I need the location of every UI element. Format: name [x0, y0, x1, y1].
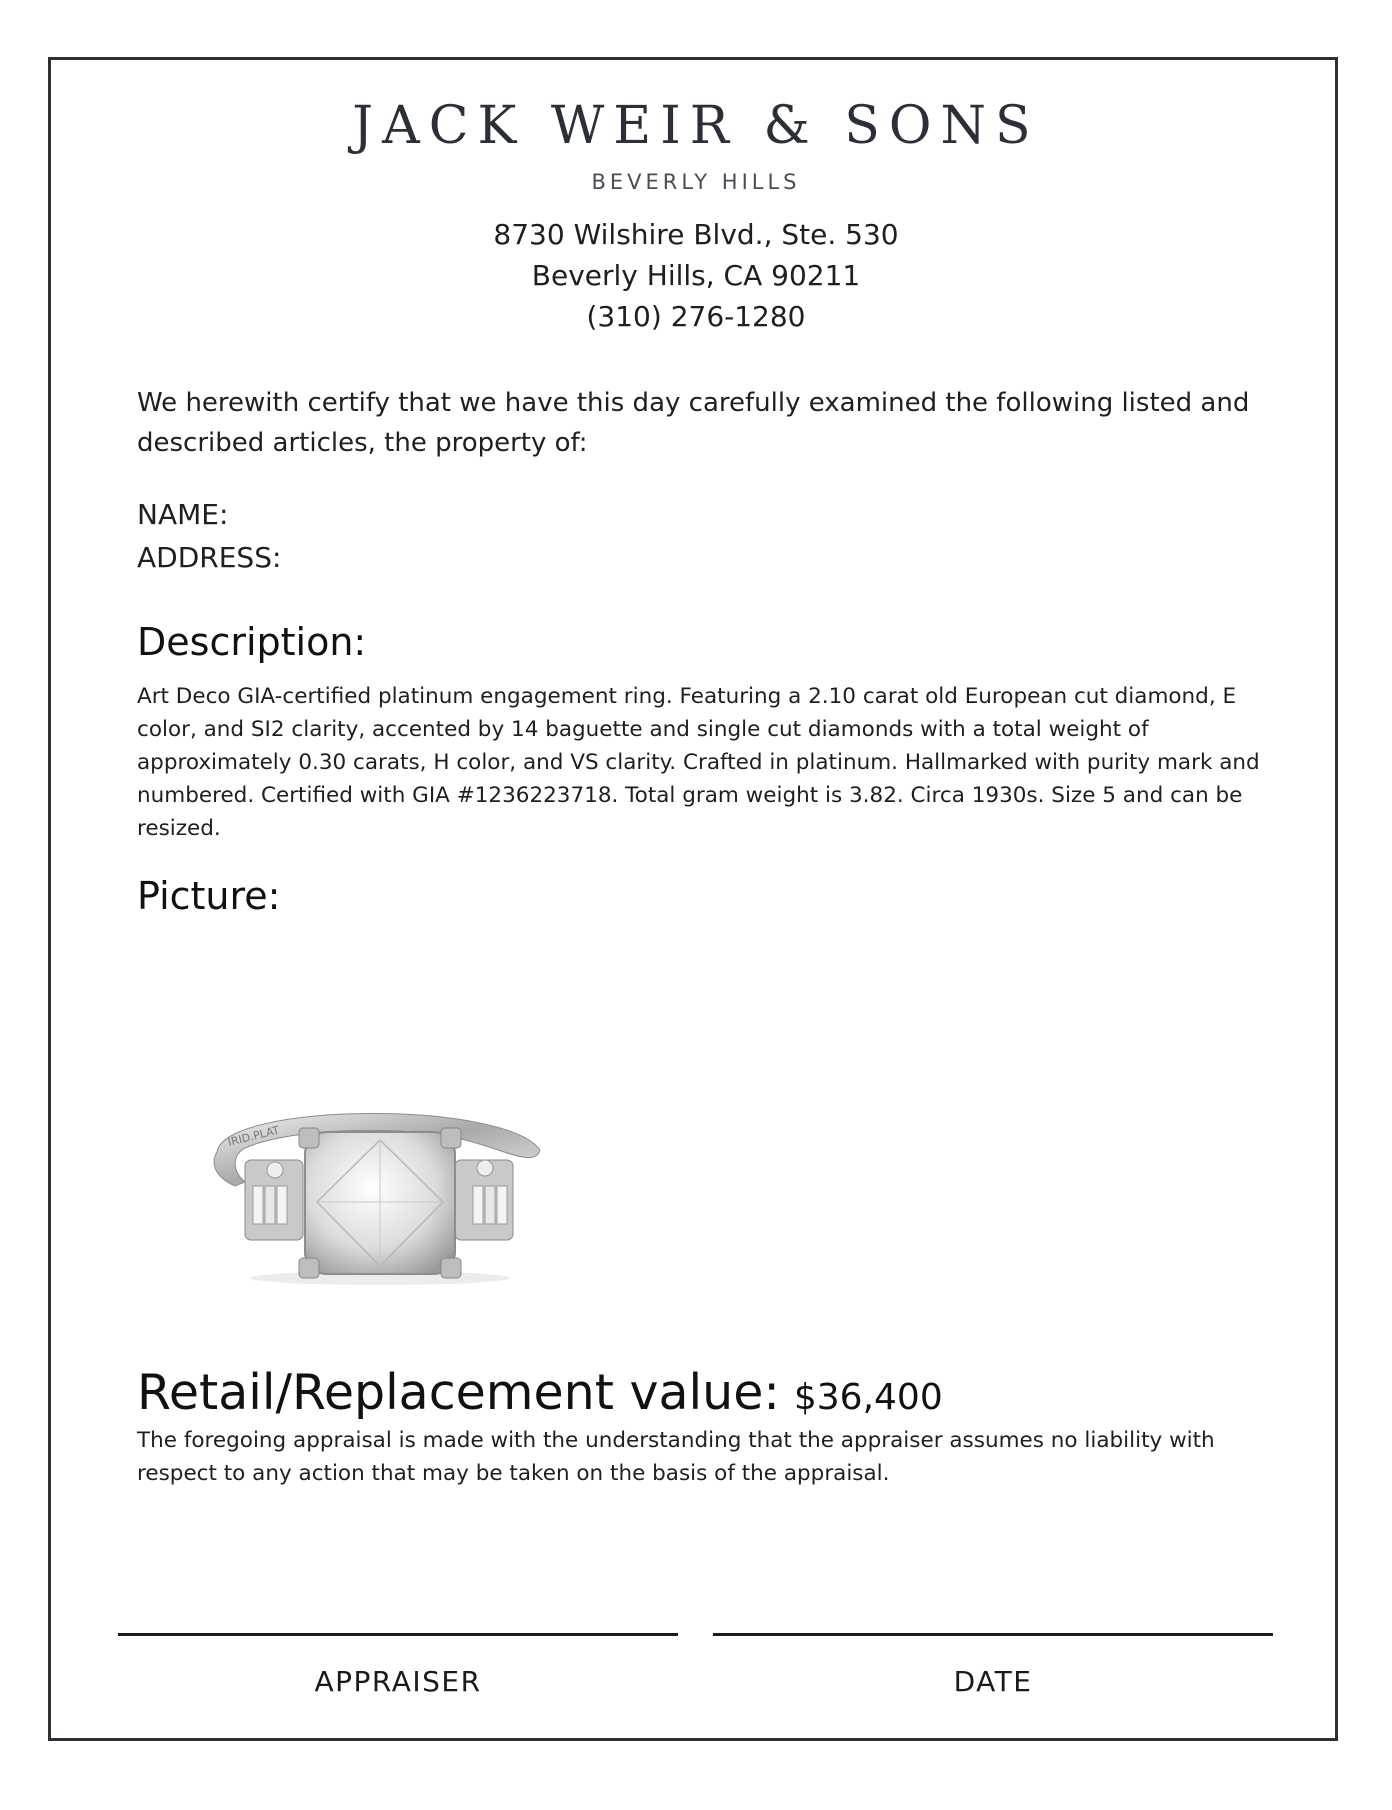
brand-name: JACK WEIR & SONS: [352, 96, 1040, 156]
appraiser-label: APPRAISER: [314, 1665, 482, 1698]
description-text: Art Deco GIA-certified platinum engagement ring. Featuring a 2.10 carat old European cut diamond, E color, and SI2 clarity, accented by 14 baguette and single cut diamonds with a total weight of approximately 0.30 carats, H color, and VS clarity. Crafted in platinum. Hallmarked with purity mark and numbered. Certified with GIA #1236223718. Total gram weight is 3.82. Circa 1930s. Size 5 and can be resized.: [137, 684, 1260, 841]
value-amount: $36,400: [793, 1377, 943, 1418]
disclaimer-text: The foregoing appraisal is made with the understanding that the appraiser assumes no liability with respect to any action that may be taken on the basis of the appraisal.: [137, 1428, 1215, 1486]
svg-text:IRID.PLAT: IRID.PLAT: [226, 1123, 281, 1149]
picture-heading: Picture:: [137, 874, 281, 918]
brand-location: BEVERLY HILLS: [591, 170, 801, 194]
name-label: NAME:: [137, 498, 229, 531]
certification-statement: We herewith certify that we have this day carefully examined the following listed and described articles, the property of:: [137, 388, 1250, 458]
description-heading: Description:: [137, 620, 367, 664]
address-street: 8730 Wilshire Blvd., Ste. 530: [493, 218, 899, 251]
valuation-row: [137, 1364, 943, 1421]
date-signature-line: [713, 1633, 1273, 1636]
phone-number: (310) 276-1280: [586, 300, 806, 333]
date-label: DATE: [953, 1665, 1033, 1698]
address-label: ADDRESS:: [137, 541, 282, 574]
appraiser-signature-line: [118, 1633, 678, 1636]
value-label: Retail/Replacement value:: [137, 1364, 780, 1421]
ring-photo: [205, 1090, 555, 1290]
address-city: Beverly Hills, CA 90211: [531, 259, 861, 292]
